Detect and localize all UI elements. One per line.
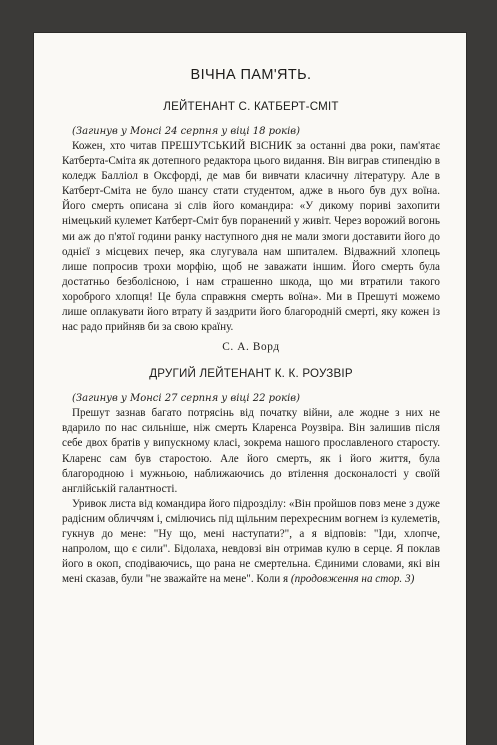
obituary-cuthbert-smith <box>62 99 440 355</box>
death-note: (Загинув у Монсі 27 серпня у віці 22 років) <box>72 393 300 405</box>
letter-excerpt-text: Уривок листа від командира його підрозділу: «Він пройшов повз мене з дуже радісним обличчям і, смілючись під щільним перехресним вогнем із кулеметів, гукнув до мене: "Ну що, мені наступати?", а я відповів: "Іди, хлопче, напролом, що є сили". Бідолаха, невдовзі він отримав кулю в серце. Я поклав його в окоп, сподіваючись, що рана не смертельна. Єдиними словами, які він мені сказав, були "не зважайте на мене". Коли я <box>62 497 440 586</box>
magazine-page <box>34 33 466 745</box>
obituary-paragraph: Кожен, хто читав ПРЕШУТСЬКИЙ ВІСНИК за останні два роки, пам'ятає Катберта-Сміта як дотепного редактора цього видання. Він виграв стипендію в коледж Балліол в Оксфорді, де мав би вивчати класичну літературу. Але в Катберт-Сміта не було шансу стати студентом, адже в нього був дух воїна. Його смерть описана зі слів його командира: «У дикому пориві захопити німецький кулемет Катберт-Сміт був поранений у живіт. Через ворожий вогонь ми аж до п'ятої години ранку наступного дня не мали змоги доставити його до однієї з місцевих печер, яка слугувала нам шпиталем. Відважний хлопець лише попросив трохи морфію, щоб не заважати іншим. Його смерть була достатньо безболісною, і нам страшенно шкода, що ми втратили такого хороброго хлопця! Це була справжня смерть воїна». Ми в Прешуті можемо лише оплакувати його втрату й заздрити його благородній смерті, яку кожен із нас радо прийняв би за свою країну. <box>62 140 440 334</box>
continuation-note: (продовження на стор. 3) <box>290 573 415 586</box>
page-title: ВІЧНА ПАМ'ЯТЬ. <box>190 67 312 83</box>
obituary-heading: ЛЕЙТЕНАНТ С. КАТБЕРТ-СМІТ <box>163 100 339 113</box>
death-note: (Загинув у Монсі 24 серпня у віці 18 років) <box>72 126 300 137</box>
obituary-paragraph <box>62 497 440 588</box>
author-signature: С. А. Ворд <box>222 341 280 354</box>
obituary-paragraph: Прешут зазнав багато потрясінь від початку війни, але жодне з них не вдарило по нас сильніше, ніж смерть Кларенса Роузвіра. Він залишив після себе двох братів у випускному класі, зокрема нашого прославленого старосту. Кларенс сам був старостою. Але його смерть, як і його життя, була благородною і мужньою, наближаючись до втілення досконалості у своїй англійській галантності. <box>62 407 440 495</box>
page-content <box>62 33 440 587</box>
obituary-heading: ДРУГИЙ ЛЕЙТЕНАНТ К. К. РОУЗВІР <box>149 367 353 381</box>
obituary-rosevear <box>62 366 440 587</box>
